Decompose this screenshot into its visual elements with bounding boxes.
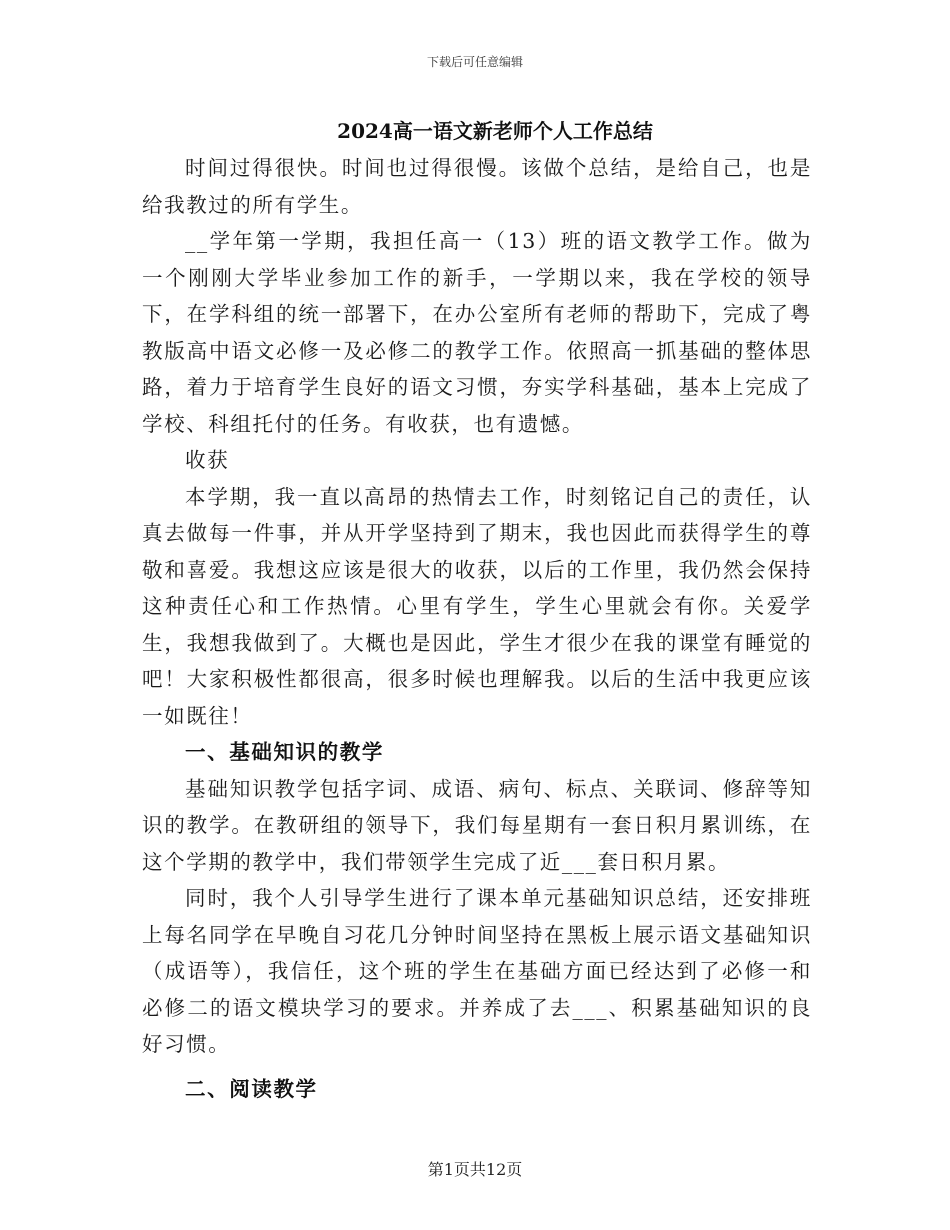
document-title: 2024高一语文新老师个人工作总结 bbox=[337, 119, 653, 143]
section-heading-reading: 二、阅读教学 bbox=[185, 1076, 318, 1101]
section-heading-basics: 一、基础知识的教学 bbox=[185, 740, 384, 764]
harvest-label: 收获 bbox=[185, 448, 230, 472]
summary-paragraph: 同时，我个人引导学生进行了课本单元基础知识总结，还安排班上每名同学在早晚自习花几分钟时间坚持在黑板上展示语文基础知识（成语等），我信任，这个班的学生在基础方面已经达到了必修一和必修二的语文模块学习的要求。并养成了去___、积累基础知识的良好习惯。 bbox=[142, 886, 812, 1056]
basics-paragraph: 基础知识教学包括字词、成语、病句、标点、关联词、修辞等知识的教学。在教研组的领导下，我们每星期有一套日积月累训练，在这个学期的教学中，我们带领学生完成了近___套日积月累。 bbox=[142, 776, 812, 874]
harvest-paragraph: 本学期，我一直以高昂的热情去工作，时刻铭记自己的责任，认真去做每一件事，并从开学坚持到了期末，我也因此而获得学生的尊敬和喜爱。我想这应该是很大的收获，以后的工作里，我仍然会保持这种责任心和工作热情。心里有学生，学生心里就会有你。关爱学生，我想我做到了。大概也是因此，学生才很少在我的课堂有睡觉的吧！大家积极性都很高，很多时候也理解我。以后的生活中我更应该一如既往！ bbox=[142, 484, 812, 728]
page-number: 第1页共12页 bbox=[427, 1160, 523, 1179]
intro-paragraph: 时间过得很快。时间也过得很慢。该做个总结，是给自己，也是给我教过的所有学生。 bbox=[142, 156, 812, 217]
header-note: 下载后可任意编辑 bbox=[426, 55, 523, 69]
document-body bbox=[142, 150, 812, 1107]
semester-paragraph: __学年第一学期，我担任高一（13）班的语文教学工作。做为一个刚刚大学毕业参加工作的新手，一学期以来，我在学校的领导下，在学科组的统一部署下，在办公室所有老师的帮助下，完成了粤教版高中语文必修一及必修二的教学工作。依照高一抓基础的整体思路，着力于培育学生良好的语文习惯，夯实学科基础，基本上完成了学校、科组托付的任务。有收获，也有遗憾。 bbox=[142, 229, 812, 436]
